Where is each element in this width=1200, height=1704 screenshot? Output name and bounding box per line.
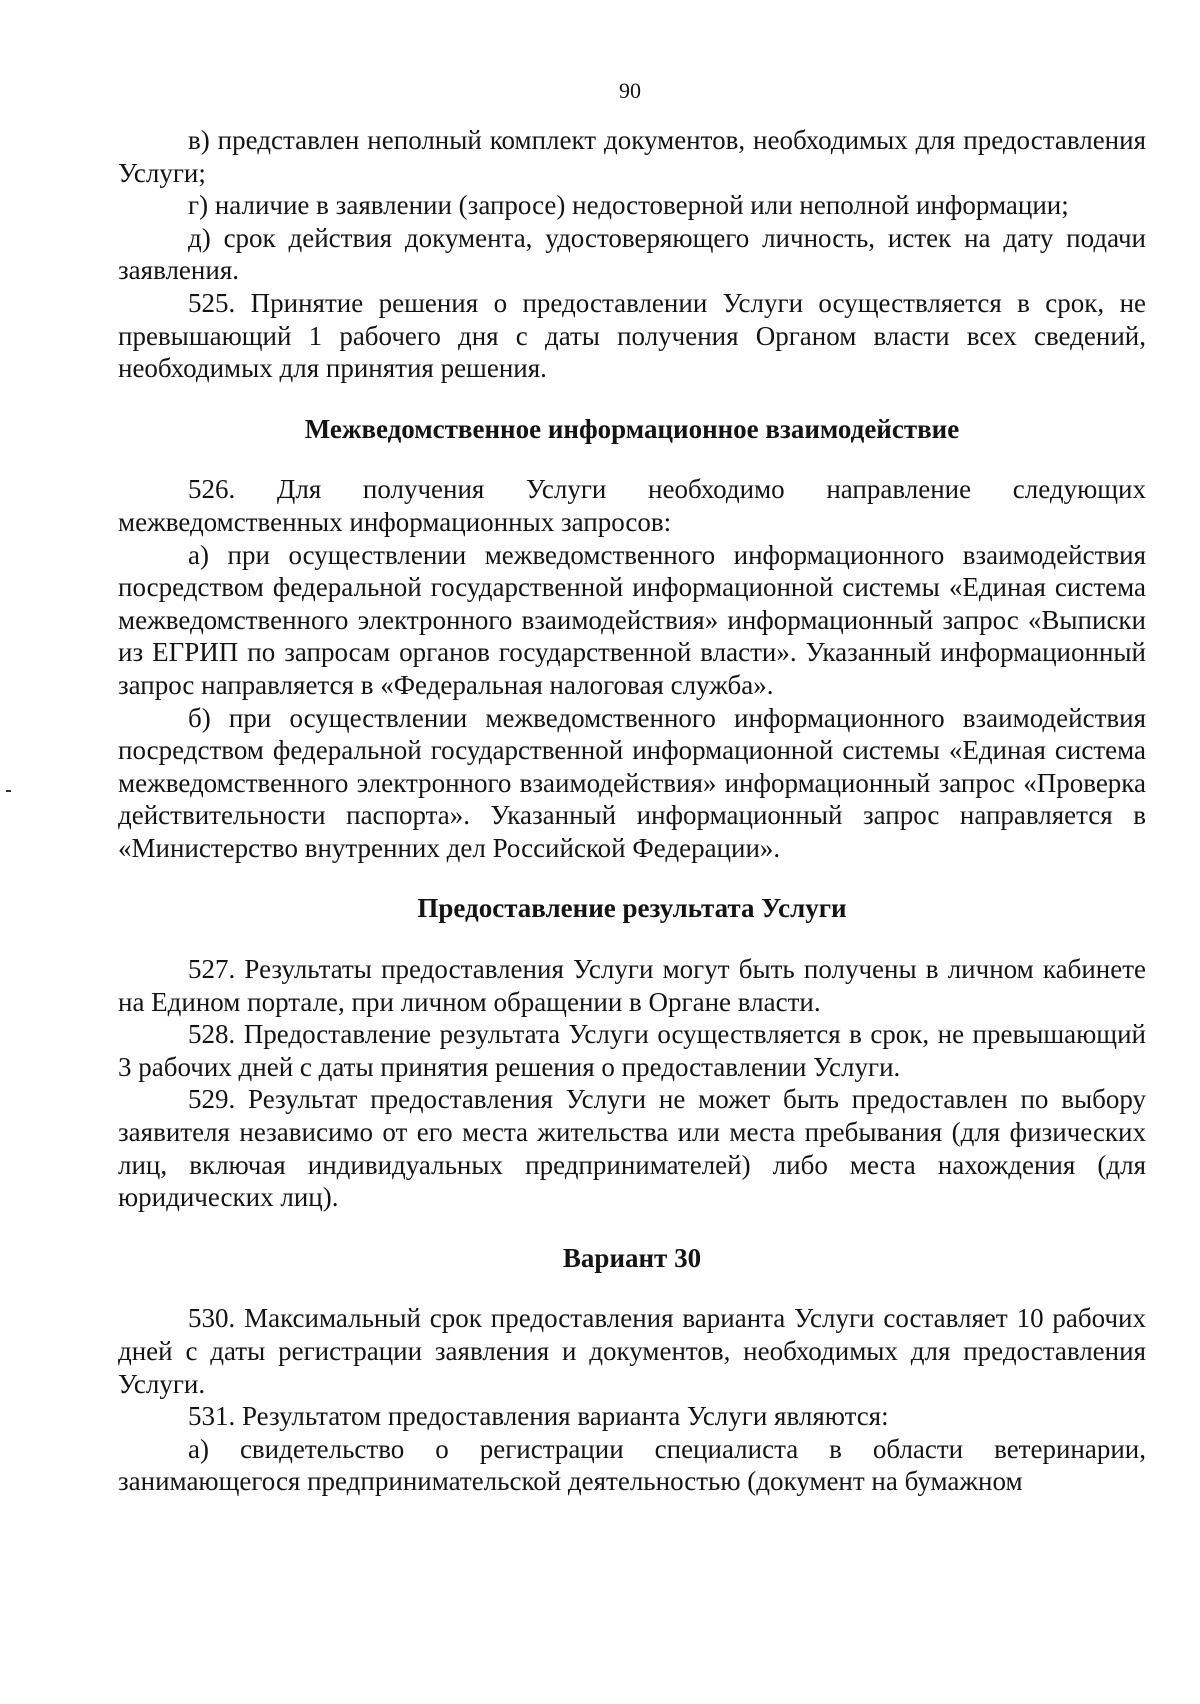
paragraph: б) при осуществлении межведомственного информационного взаимодействия посредством федеральной государственной информационной системы «Единая система межведомственного электронного взаимодействия» информационный запрос «Проверка действительности паспорта». Указанный информационный запрос направляется в «Министерство внутренних дел Российской Федерации». bbox=[118, 702, 1146, 863]
paragraph: 525. Принятие решения о предоставлении Услуги осуществляется в срок, не превышающий 1 рабочего дня с даты получения Органом власти всех сведений, необходимых для принятия решения. bbox=[118, 287, 1146, 384]
section-heading: Межведомственное информационное взаимодействие bbox=[304, 413, 960, 444]
paragraph: а) при осуществлении межведомственного информационного взаимодействия посредством федеральной государственной информационной системы «Единая система межведомственного электронного взаимодействия» информационный запрос «Выписки из ЕГРИП по запросам органов государственной власти». Указанный информационный запрос направляется в «Федеральная налоговая служба». bbox=[118, 539, 1146, 700]
paragraph: 527. Результаты предоставления Услуги могут быть получены в личном кабинете на Едином портале, при личном обращении в Органе власти. bbox=[118, 954, 1146, 1017]
paragraph: 529. Результат предоставления Услуги не может быть предоставлен по выбору заявителя независимо от его места жительства или места пребывания (для физических лиц, включая индивидуальных предпринимателей) либо места нахождения (для юридических лиц). bbox=[118, 1084, 1146, 1213]
paragraph: 531. Результатом предоставления варианта Услуги являются: bbox=[188, 1401, 889, 1432]
section-heading: Предоставление результата Услуги bbox=[417, 893, 847, 924]
paragraph: г) наличие в заявлении (запросе) недостоверной или неполной информации; bbox=[188, 190, 1069, 221]
section-heading: Вариант 30 bbox=[562, 1242, 702, 1273]
document-body bbox=[118, 124, 1146, 1498]
paragraph: 530. Максимальный срок предоставления варианта Услуги составляет 10 рабочих дней с даты регистрации заявления и документов, необходимых для предоставления Услуги. bbox=[118, 1303, 1146, 1399]
paragraph: 528. Предоставление результата Услуги осуществляется в срок, не превышающий 3 рабочих дней с даты принятия решения о предоставлении Услуги. bbox=[118, 1019, 1146, 1082]
paragraph: а) свидетельство о регистрации специалиста в области ветеринарии, занимающегося предпринимательской деятельностью (документ на бумажном bbox=[118, 1433, 1146, 1497]
scan-mark bbox=[6, 790, 11, 792]
page-number: 90 bbox=[619, 78, 641, 103]
paragraph: 526. Для получения Услуги необходимо направление следующих межведомственных информационных запросов: bbox=[118, 474, 1146, 537]
paragraph: в) представлен неполный комплект документов, необходимых для предоставления Услуги; bbox=[118, 125, 1146, 188]
paragraph: д) срок действия документа, удостоверяющего личность, истек на дату подачи заявления. bbox=[118, 222, 1146, 286]
